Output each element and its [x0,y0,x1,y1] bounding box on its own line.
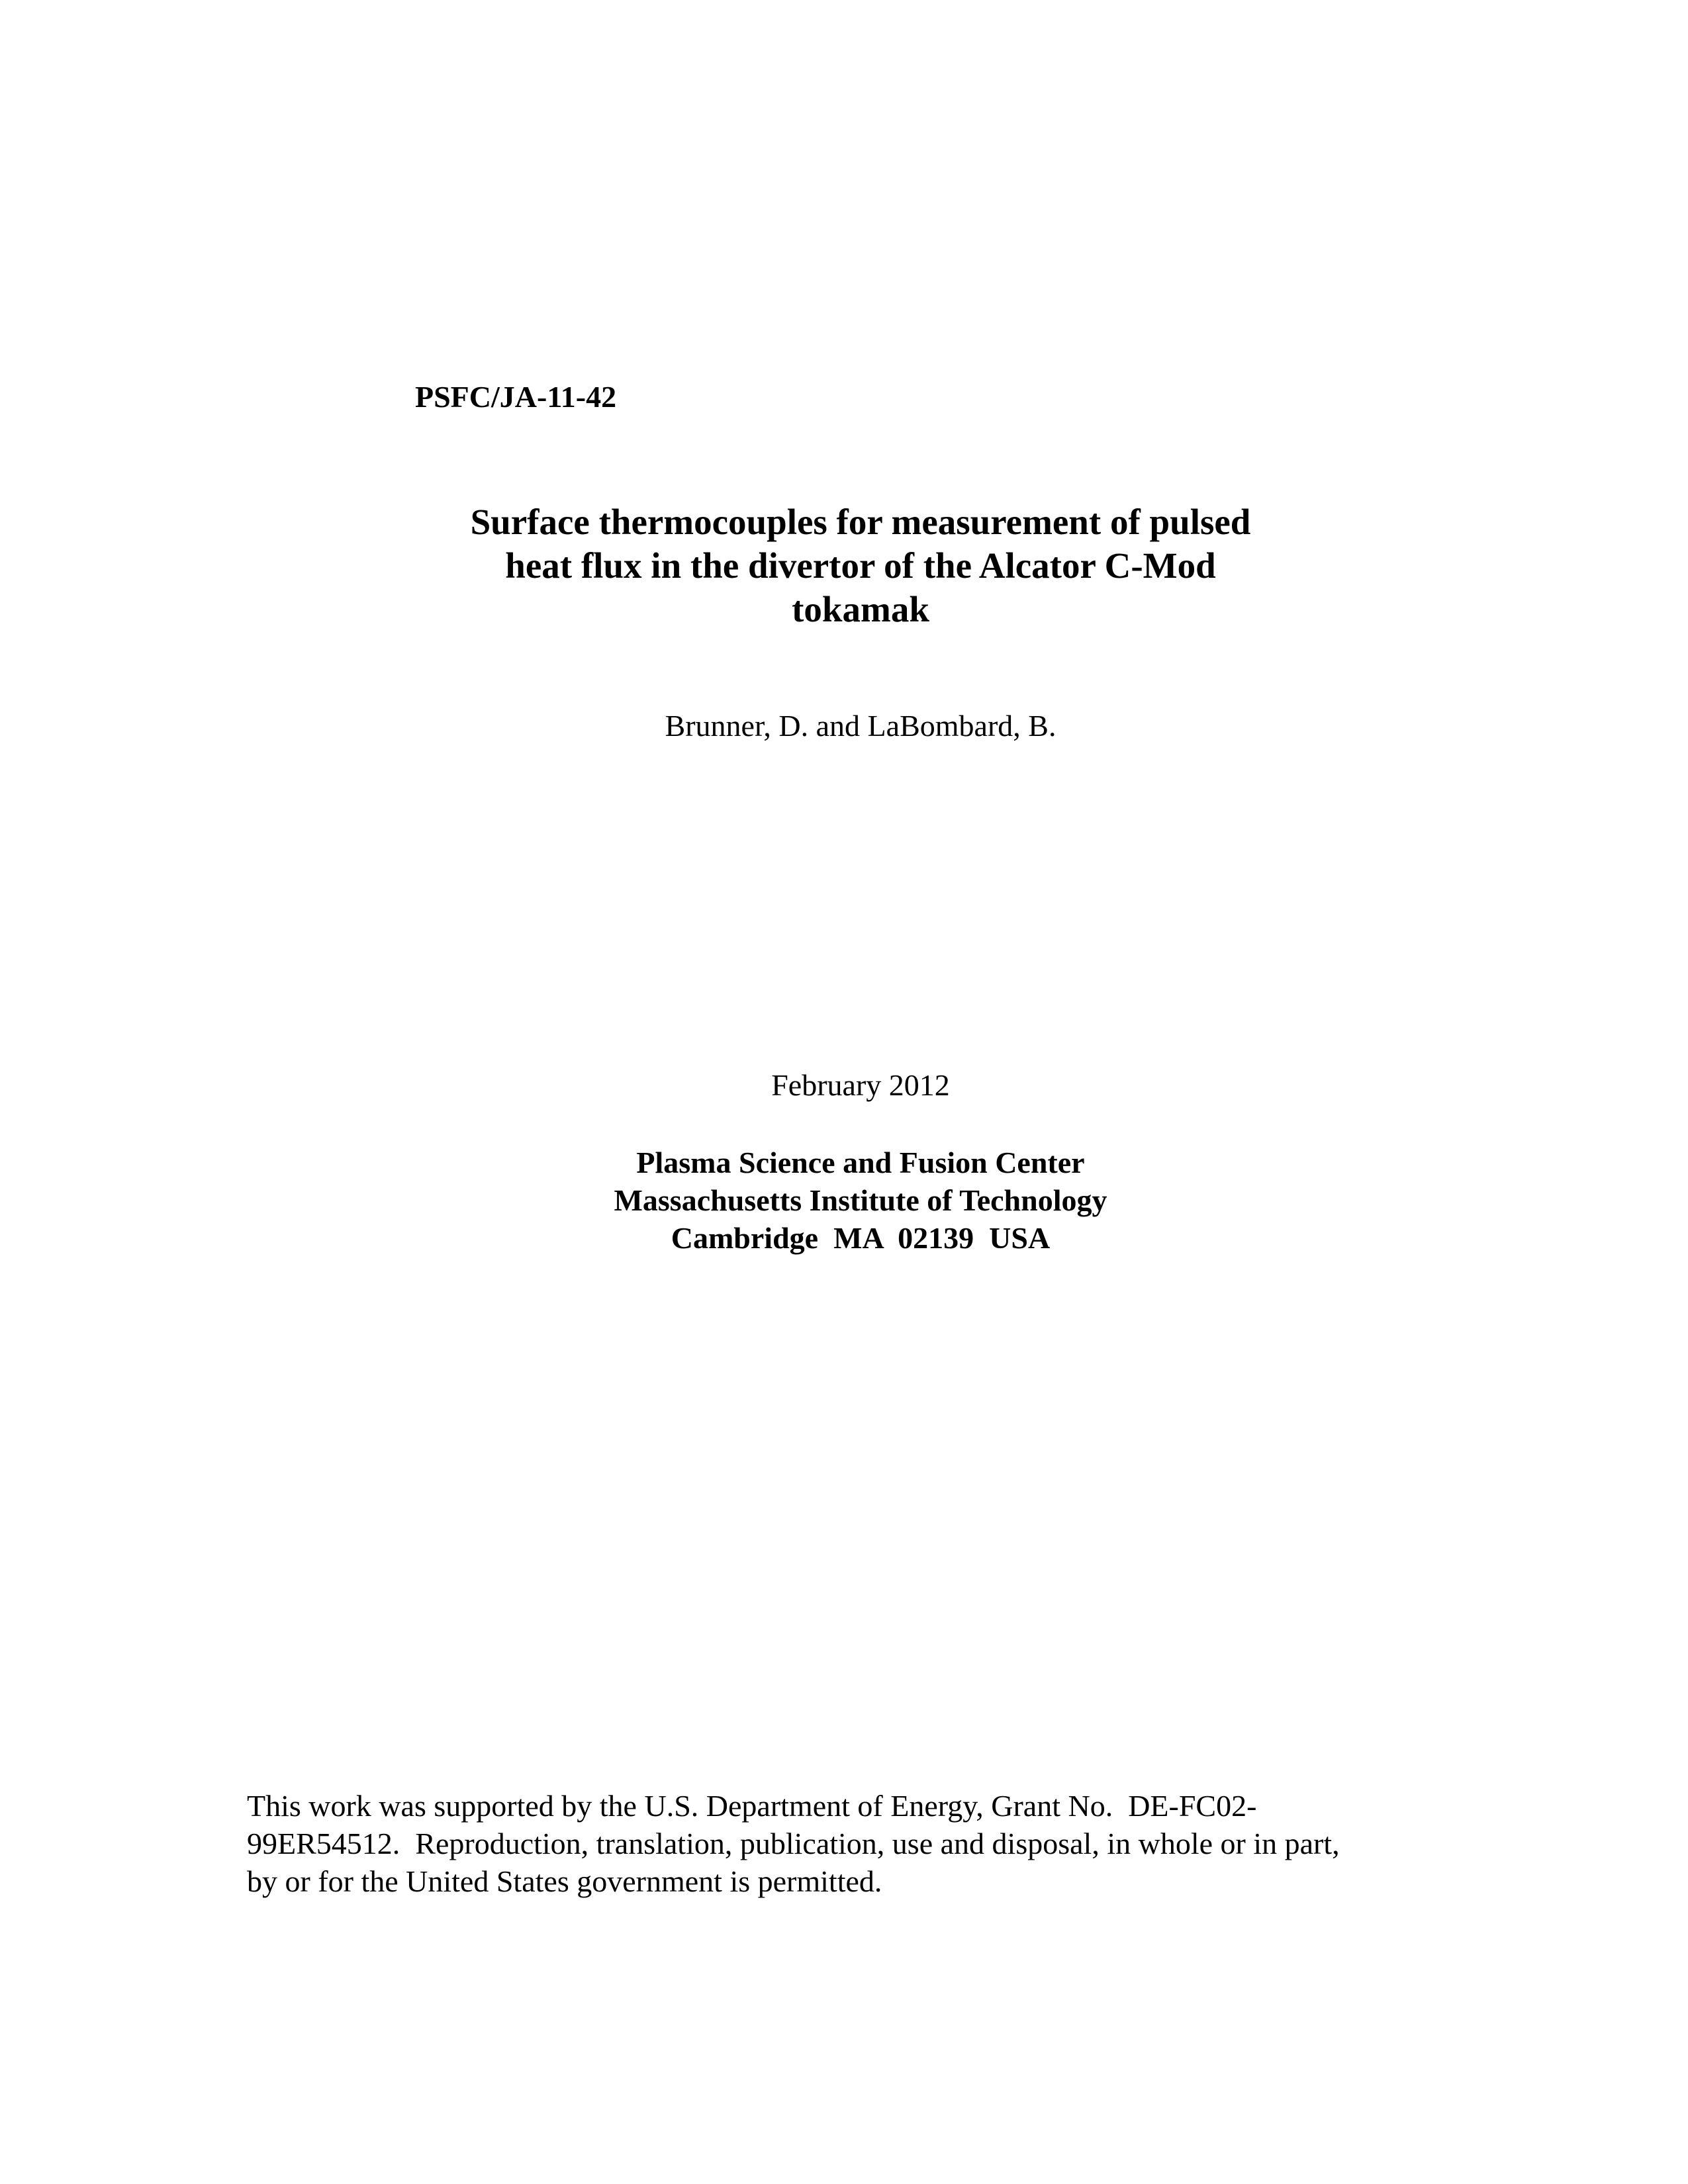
document-title [397,500,1324,631]
institution-line: Plasma Science and Fusion Center [636,1146,1085,1179]
funding-line: This work was supported by the U.S. Department of Energy, Grant No. DE-FC02- [247,1789,1257,1823]
institution-address [397,1144,1324,1257]
institution-line: Massachusetts Institute of Technology [614,1183,1107,1217]
funding-statement [247,1787,1505,1900]
funding-line: by or for the United States government is permitted. [247,1864,882,1898]
title-line: Surface thermocouples for measurement of pulsed [470,502,1251,542]
title-line: tokamak [792,589,929,629]
institution-line: Cambridge MA 02139 USA [671,1221,1051,1255]
publication-date: February 2012 [771,1068,950,1102]
authors: Brunner, D. and LaBombard, B. [665,709,1056,743]
funding-line: 99ER54512. Reproduction, translation, publication, use and disposal, in whole or in part, [247,1827,1340,1860]
report-number: PSFC/JA-11-42 [415,380,617,414]
title-line: heat flux in the divertor of the Alcator C-Mod [505,545,1216,586]
